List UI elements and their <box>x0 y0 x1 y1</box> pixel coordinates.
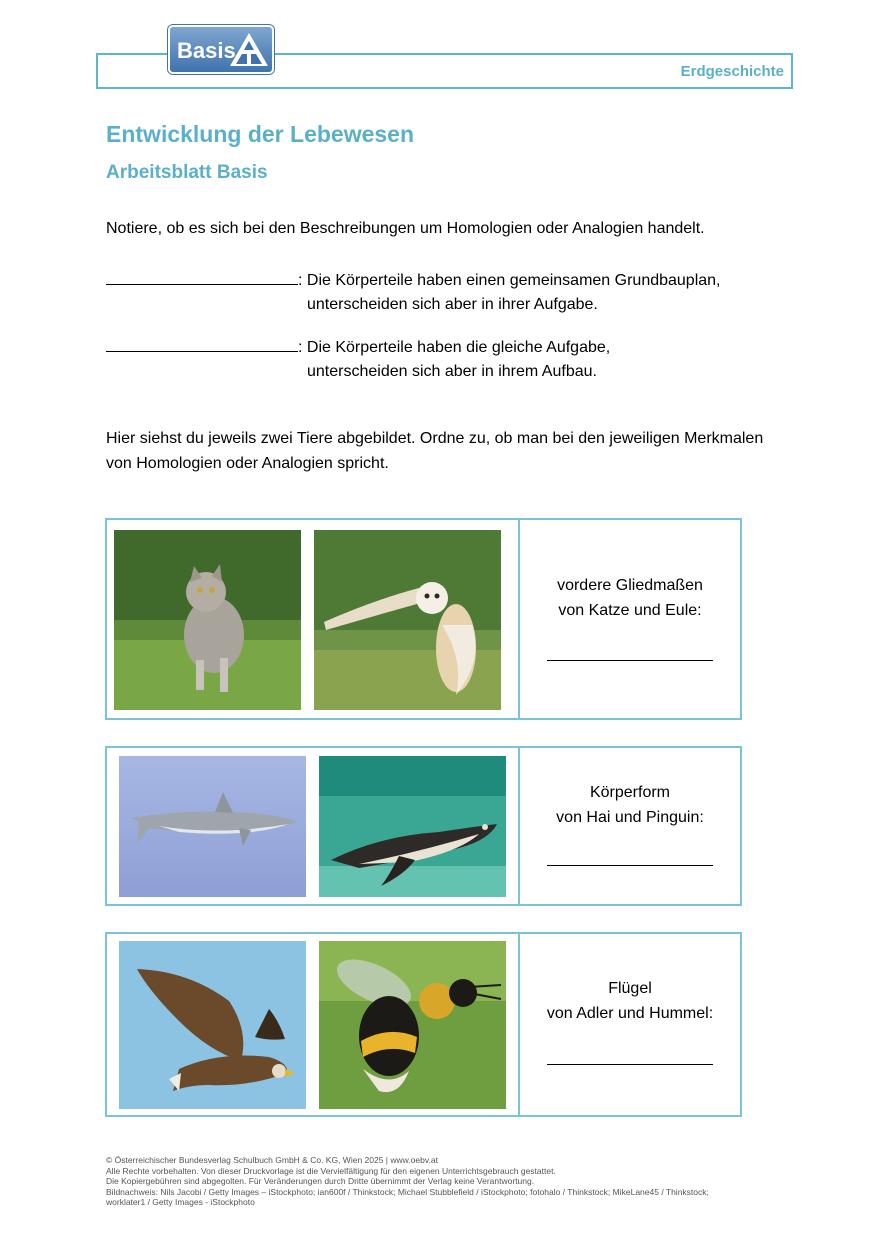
row-label <box>520 976 740 1026</box>
comparison-row-shark-penguin <box>105 746 742 906</box>
eagle-photo <box>119 941 306 1109</box>
comparison-row-eagle-bumblebee <box>105 932 742 1117</box>
footer-line: Bildnachweis: Nils Jacobi / Getty Images – iStockphoto; ian600f / Thinkstock; Michael Stubblefield / iStockphoto; fotohalo / Thinkstock; MikeLane45 / Thinkstock; <box>106 1186 709 1197</box>
page-subtitle: Arbeitsblatt Basis <box>106 162 268 183</box>
answer-line-1[interactable] <box>547 660 713 661</box>
penguin-photo <box>319 756 506 897</box>
shark-photo <box>119 756 306 897</box>
owl-photo <box>314 530 501 710</box>
comparison-row-cat-owl <box>105 518 742 720</box>
feature-label: vordere Gliedmaßen <box>557 577 703 594</box>
answer-blank-2[interactable] <box>106 337 298 352</box>
row-label <box>520 573 740 623</box>
animals-label: von Katze und Eule: <box>558 602 702 619</box>
subject-label: Erdgeschichte <box>680 63 784 80</box>
task-text <box>106 426 796 476</box>
definition-line: unterscheiden sich aber in ihrer Aufgabe. <box>307 296 598 313</box>
footer-line: Die Kopiergebühren sind abgegolten. Für Veränderungen durch Dritte übernimmt der Verlag keine Verantwortung. <box>106 1176 535 1186</box>
copyright-footer <box>106 1155 709 1208</box>
answer-blank-1[interactable] <box>106 270 298 285</box>
page-title: Entwicklung der Lebewesen <box>106 121 415 147</box>
task-line: Hier siehst du jeweils zwei Tiere abgebildet. Ordne zu, ob man bei den jeweiligen Merkmalen <box>106 430 764 447</box>
cat-photo <box>114 530 301 710</box>
answer-line-3[interactable] <box>547 1064 713 1065</box>
definition-line: unterscheiden sich aber in ihrem Aufbau. <box>307 363 597 380</box>
logo-text: Basis <box>177 38 236 63</box>
bumblebee-photo <box>319 941 506 1109</box>
definition-analogy <box>106 336 610 384</box>
footer-line: worklater1 / Getty Images - iStockphoto <box>106 1197 255 1207</box>
row-label <box>520 780 740 830</box>
publisher-logo <box>168 25 274 74</box>
instruction-text: Notiere, ob es sich bei den Beschreibungen um Homologien oder Analogien handelt. <box>106 220 705 237</box>
footer-line: © Österreichischer Bundesverlag Schulbuch GmbH & Co. KG, Wien 2025 | www.oebv.at <box>106 1155 438 1165</box>
answer-line-2[interactable] <box>547 865 713 866</box>
task-line: von Homologien oder Analogien spricht. <box>106 455 389 472</box>
feature-label: Flügel <box>608 980 652 997</box>
feature-label: Körperform <box>589 784 671 801</box>
animals-label: von Adler und Hummel: <box>546 1005 714 1022</box>
triangle-logo-icon <box>228 31 270 68</box>
definition-line: : Die Körperteile haben die gleiche Aufgabe, <box>298 339 611 356</box>
definition-homology <box>106 269 721 317</box>
footer-line: Alle Rechte vorbehalten. Von dieser Druckvorlage ist die Vervielfältigung für den eigenen Unterrichtsgebrauch gestattet. <box>106 1165 556 1176</box>
definition-line: : Die Körperteile haben einen gemeinsamen Grundbauplan, <box>298 272 721 289</box>
animals-label: von Hai und Pinguin: <box>556 809 704 826</box>
